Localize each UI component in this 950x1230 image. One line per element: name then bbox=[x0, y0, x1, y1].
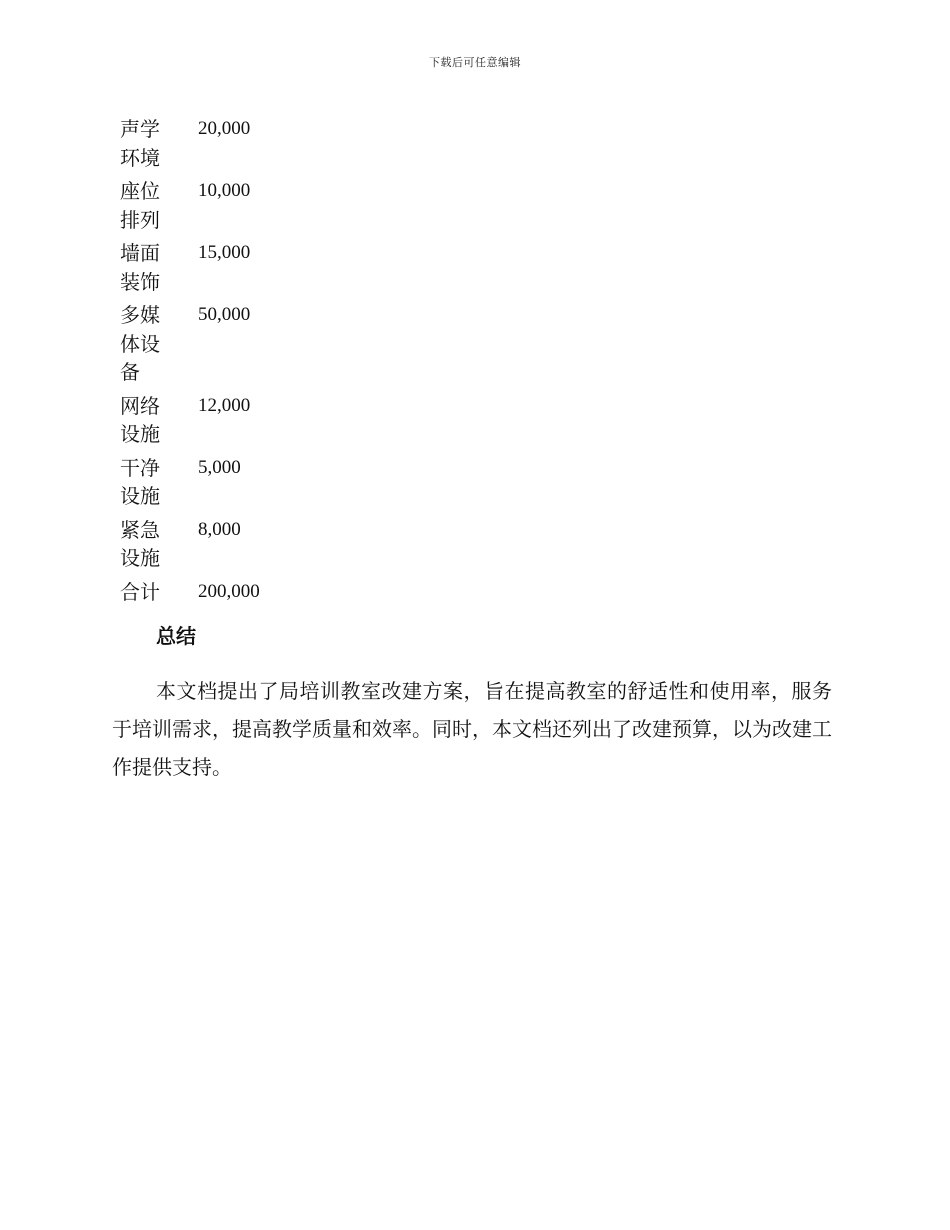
budget-table bbox=[120, 115, 260, 611]
budget-item-amount: 10,000 bbox=[198, 180, 251, 201]
budget-item-amount: 20,000 bbox=[198, 118, 251, 139]
summary-heading: 总结 bbox=[156, 624, 196, 648]
budget-item-amount: 15,000 bbox=[198, 242, 251, 263]
table-row bbox=[120, 392, 260, 454]
table-row-total bbox=[120, 578, 260, 612]
budget-item-name: 座位排列 bbox=[120, 179, 160, 232]
budget-item-amount: 8,000 bbox=[198, 518, 241, 540]
page-header-note: 下载后可任意编辑 bbox=[429, 56, 521, 69]
table-row bbox=[120, 454, 260, 516]
table-row bbox=[120, 239, 260, 301]
budget-total-amount: 200,000 bbox=[198, 580, 260, 602]
budget-item-amount: 5,000 bbox=[198, 456, 241, 478]
table-row bbox=[120, 177, 260, 239]
table-row bbox=[120, 516, 260, 578]
budget-item-name: 干净设施 bbox=[120, 455, 160, 508]
budget-total-label: 合计 bbox=[120, 579, 160, 604]
table-row bbox=[120, 115, 260, 177]
budget-item-amount: 12,000 bbox=[198, 394, 251, 416]
budget-item-name: 网络设施 bbox=[120, 393, 160, 446]
budget-item-name: 声学环境 bbox=[120, 117, 160, 170]
budget-item-amount: 50,000 bbox=[198, 304, 251, 325]
summary-paragraph: 本文档提出了局培训教室改建方案，旨在提高教室的舒适性和使用率，服务于培训需求，提高教学质量和效率。同时，本文档还列出了改建预算，以为改建工作提供支持。 bbox=[112, 679, 832, 779]
budget-item-name: 紧急设施 bbox=[120, 517, 160, 570]
budget-item-name: 多媒体设备 bbox=[120, 303, 160, 384]
table-row bbox=[120, 301, 260, 392]
budget-item-name: 墙面装饰 bbox=[120, 241, 160, 294]
